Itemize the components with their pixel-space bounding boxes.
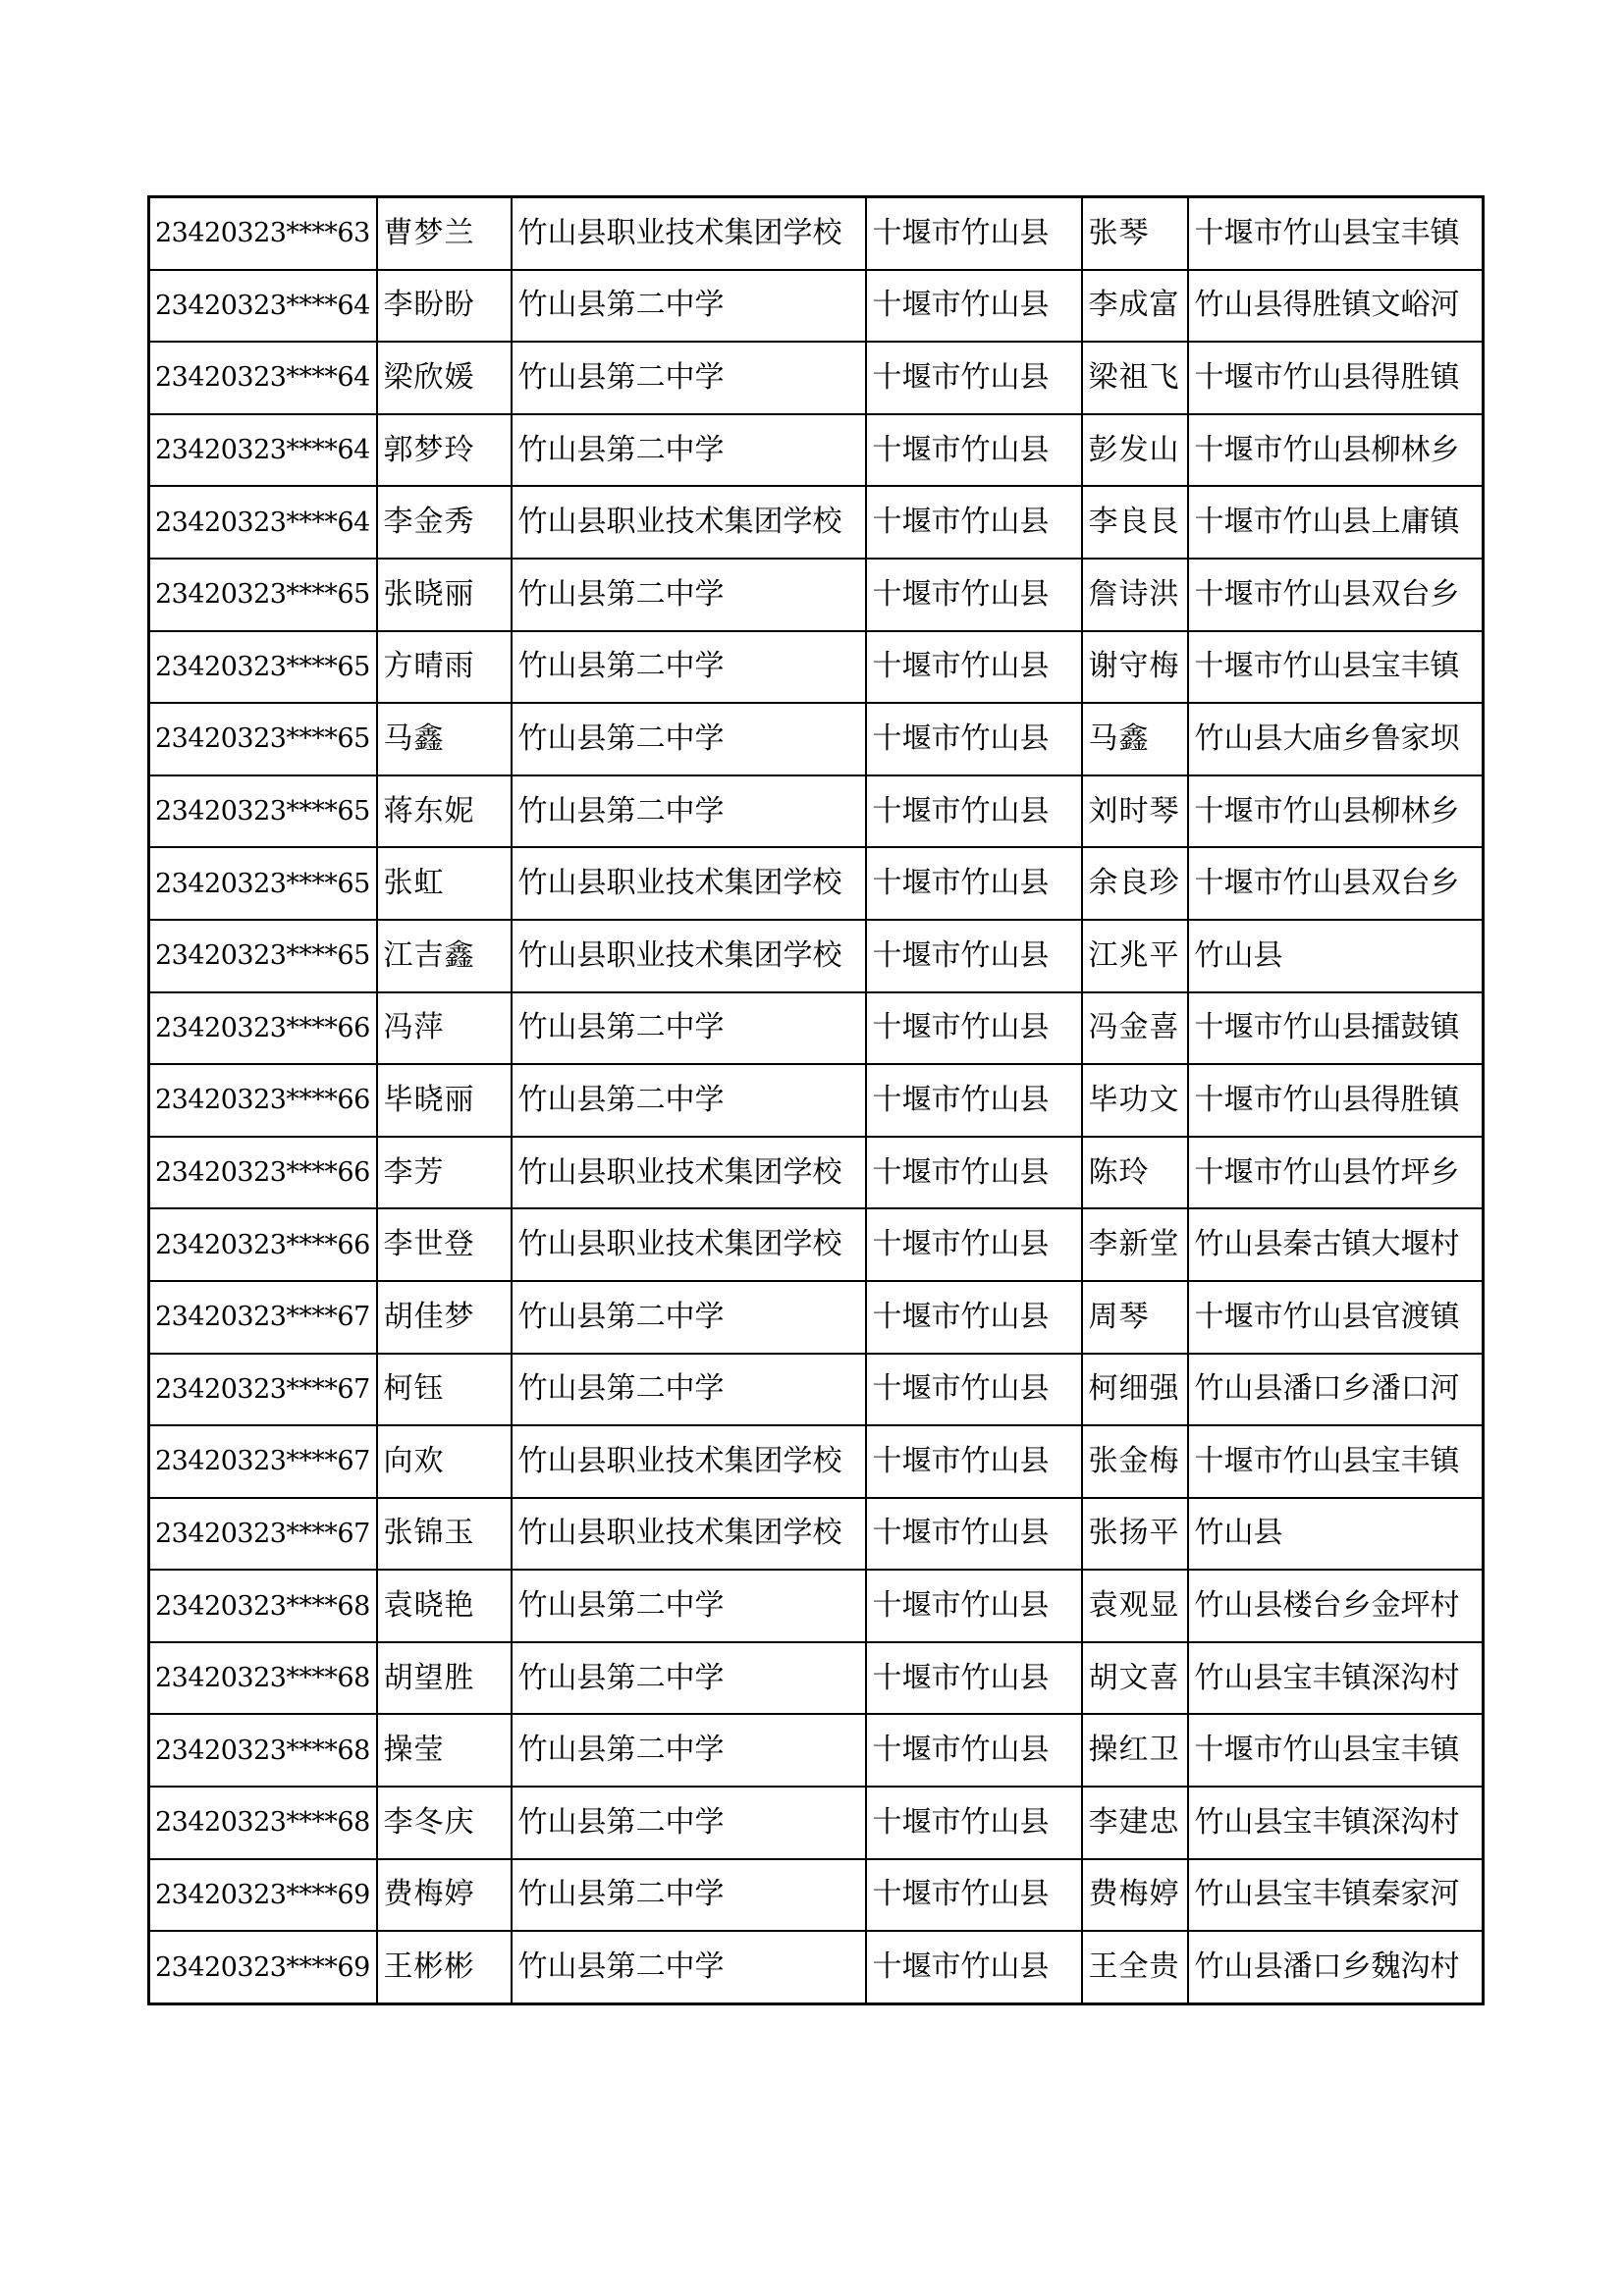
student-name-cell: 蒋东妮	[377, 775, 512, 848]
student-name-cell: 江吉鑫	[377, 920, 512, 992]
table-row	[149, 1281, 1484, 1354]
table-row	[149, 486, 1484, 559]
student-id-cell: 23420323****67	[149, 1498, 377, 1571]
region-cell: 十堰市竹山县	[866, 1642, 1082, 1715]
region-cell: 十堰市竹山县	[866, 703, 1082, 775]
roster-body	[149, 197, 1484, 2004]
school-cell: 竹山县第二中学	[512, 1281, 866, 1354]
table-row	[149, 703, 1484, 775]
table-row	[149, 1425, 1484, 1498]
table-row	[149, 1859, 1484, 1932]
address-cell: 竹山县秦古镇大堰村	[1188, 1208, 1484, 1281]
student-name-cell: 王彬彬	[377, 1931, 512, 2003]
address-cell: 竹山县潘口乡潘口河	[1188, 1354, 1484, 1426]
guardian-name-cell: 王全贵	[1082, 1931, 1188, 2003]
student-id-cell: 23420323****65	[149, 920, 377, 992]
student-id-cell: 23420323****69	[149, 1859, 377, 1932]
address-cell: 竹山县得胜镇文峪河	[1188, 270, 1484, 343]
region-cell: 十堰市竹山县	[866, 920, 1082, 992]
table-row	[149, 559, 1484, 631]
student-name-cell: 李金秀	[377, 486, 512, 559]
school-cell: 竹山县第二中学	[512, 1354, 866, 1426]
address-cell: 竹山县宝丰镇深沟村	[1188, 1787, 1484, 1859]
student-id-cell: 23420323****66	[149, 1064, 377, 1137]
region-cell: 十堰市竹山县	[866, 486, 1082, 559]
table-row	[149, 1208, 1484, 1281]
guardian-name-cell: 马鑫	[1082, 703, 1188, 775]
address-cell: 十堰市竹山县上庸镇	[1188, 486, 1484, 559]
school-cell: 竹山县职业技术集团学校	[512, 486, 866, 559]
school-cell: 竹山县职业技术集团学校	[512, 1425, 866, 1498]
region-cell: 十堰市竹山县	[866, 559, 1082, 631]
student-id-cell: 23420323****65	[149, 775, 377, 848]
school-cell: 竹山县职业技术集团学校	[512, 197, 866, 270]
student-name-cell: 李芳	[377, 1137, 512, 1209]
region-cell: 十堰市竹山县	[866, 342, 1082, 414]
guardian-name-cell: 周琴	[1082, 1281, 1188, 1354]
address-cell: 十堰市竹山县双台乡	[1188, 847, 1484, 920]
region-cell: 十堰市竹山县	[866, 1787, 1082, 1859]
student-id-cell: 23420323****68	[149, 1787, 377, 1859]
table-row	[149, 342, 1484, 414]
address-cell: 十堰市竹山县得胜镇	[1188, 1064, 1484, 1137]
region-cell: 十堰市竹山县	[866, 270, 1082, 343]
student-name-cell: 李冬庆	[377, 1787, 512, 1859]
student-name-cell: 张虹	[377, 847, 512, 920]
address-cell: 竹山县	[1188, 1498, 1484, 1571]
address-cell: 十堰市竹山县柳林乡	[1188, 414, 1484, 487]
student-name-cell: 郭梦玲	[377, 414, 512, 487]
guardian-name-cell: 李新堂	[1082, 1208, 1188, 1281]
guardian-name-cell: 陈玲	[1082, 1137, 1188, 1209]
address-cell: 竹山县潘口乡魏沟村	[1188, 1931, 1484, 2003]
region-cell: 十堰市竹山县	[866, 1425, 1082, 1498]
school-cell: 竹山县职业技术集团学校	[512, 1137, 866, 1209]
guardian-name-cell: 操红卫	[1082, 1714, 1188, 1787]
table-row	[149, 1570, 1484, 1642]
school-cell: 竹山县第二中学	[512, 775, 866, 848]
student-id-cell: 23420323****65	[149, 631, 377, 704]
region-cell: 十堰市竹山县	[866, 1281, 1082, 1354]
table-row	[149, 270, 1484, 343]
student-id-cell: 23420323****64	[149, 270, 377, 343]
region-cell: 十堰市竹山县	[866, 1570, 1082, 1642]
guardian-name-cell: 胡文喜	[1082, 1642, 1188, 1715]
student-id-cell: 23420323****64	[149, 342, 377, 414]
student-name-cell: 张晓丽	[377, 559, 512, 631]
guardian-name-cell: 李良艮	[1082, 486, 1188, 559]
address-cell: 竹山县楼台乡金坪村	[1188, 1570, 1484, 1642]
school-cell: 竹山县第二中学	[512, 992, 866, 1065]
student-id-cell: 23420323****68	[149, 1570, 377, 1642]
region-cell: 十堰市竹山县	[866, 1208, 1082, 1281]
region-cell: 十堰市竹山县	[866, 992, 1082, 1065]
table-row	[149, 847, 1484, 920]
student-name-cell: 胡佳梦	[377, 1281, 512, 1354]
school-cell: 竹山县第二中学	[512, 270, 866, 343]
table-row	[149, 631, 1484, 704]
region-cell: 十堰市竹山县	[866, 197, 1082, 270]
student-id-cell: 23420323****63	[149, 197, 377, 270]
table-row	[149, 1787, 1484, 1859]
student-name-cell: 马鑫	[377, 703, 512, 775]
region-cell: 十堰市竹山县	[866, 414, 1082, 487]
student-name-cell: 毕晓丽	[377, 1064, 512, 1137]
region-cell: 十堰市竹山县	[866, 1064, 1082, 1137]
student-name-cell: 费梅婷	[377, 1859, 512, 1932]
student-name-cell: 冯萍	[377, 992, 512, 1065]
student-id-cell: 23420323****66	[149, 992, 377, 1065]
guardian-name-cell: 詹诗洪	[1082, 559, 1188, 631]
student-name-cell: 梁欣媛	[377, 342, 512, 414]
student-id-cell: 23420323****67	[149, 1425, 377, 1498]
guardian-name-cell: 谢守梅	[1082, 631, 1188, 704]
table-row	[149, 1137, 1484, 1209]
school-cell: 竹山县第二中学	[512, 1787, 866, 1859]
student-name-cell: 袁晓艳	[377, 1570, 512, 1642]
student-id-cell: 23420323****66	[149, 1208, 377, 1281]
address-cell: 十堰市竹山县宝丰镇	[1188, 197, 1484, 270]
student-id-cell: 23420323****67	[149, 1281, 377, 1354]
student-name-cell: 李世登	[377, 1208, 512, 1281]
student-name-cell: 曹梦兰	[377, 197, 512, 270]
student-id-cell: 23420323****67	[149, 1354, 377, 1426]
student-name-cell: 李盼盼	[377, 270, 512, 343]
school-cell: 竹山县职业技术集团学校	[512, 847, 866, 920]
school-cell: 竹山县第二中学	[512, 631, 866, 704]
table-row	[149, 414, 1484, 487]
region-cell: 十堰市竹山县	[866, 775, 1082, 848]
table-row	[149, 1064, 1484, 1137]
table-row	[149, 1354, 1484, 1426]
address-cell: 十堰市竹山县竹坪乡	[1188, 1137, 1484, 1209]
address-cell: 十堰市竹山县得胜镇	[1188, 342, 1484, 414]
table-row	[149, 992, 1484, 1065]
school-cell: 竹山县第二中学	[512, 1064, 866, 1137]
region-cell: 十堰市竹山县	[866, 1498, 1082, 1571]
roster-table	[147, 195, 1485, 2005]
student-name-cell: 胡望胜	[377, 1642, 512, 1715]
address-cell: 十堰市竹山县宝丰镇	[1188, 1425, 1484, 1498]
guardian-name-cell: 刘时琴	[1082, 775, 1188, 848]
table-row	[149, 920, 1484, 992]
student-id-cell: 23420323****69	[149, 1931, 377, 2003]
school-cell: 竹山县第二中学	[512, 703, 866, 775]
region-cell: 十堰市竹山县	[866, 847, 1082, 920]
guardian-name-cell: 袁观显	[1082, 1570, 1188, 1642]
address-cell: 十堰市竹山县擂鼓镇	[1188, 992, 1484, 1065]
region-cell: 十堰市竹山县	[866, 631, 1082, 704]
guardian-name-cell: 彭发山	[1082, 414, 1188, 487]
guardian-name-cell: 费梅婷	[1082, 1859, 1188, 1932]
region-cell: 十堰市竹山县	[866, 1859, 1082, 1932]
student-name-cell: 向欢	[377, 1425, 512, 1498]
student-id-cell: 23420323****65	[149, 559, 377, 631]
region-cell: 十堰市竹山县	[866, 1714, 1082, 1787]
table-row	[149, 775, 1484, 848]
school-cell: 竹山县第二中学	[512, 1859, 866, 1932]
student-id-cell: 23420323****65	[149, 703, 377, 775]
address-cell: 竹山县	[1188, 920, 1484, 992]
student-id-cell: 23420323****66	[149, 1137, 377, 1209]
student-name-cell: 操莹	[377, 1714, 512, 1787]
address-cell: 十堰市竹山县双台乡	[1188, 559, 1484, 631]
school-cell: 竹山县职业技术集团学校	[512, 920, 866, 992]
guardian-name-cell: 张扬平	[1082, 1498, 1188, 1571]
address-cell: 十堰市竹山县宝丰镇	[1188, 631, 1484, 704]
school-cell: 竹山县第二中学	[512, 414, 866, 487]
table-row	[149, 1931, 1484, 2003]
table-row	[149, 1498, 1484, 1571]
school-cell: 竹山县第二中学	[512, 559, 866, 631]
guardian-name-cell: 李建忠	[1082, 1787, 1188, 1859]
guardian-name-cell: 张金梅	[1082, 1425, 1188, 1498]
table-row	[149, 1642, 1484, 1715]
table-row	[149, 197, 1484, 270]
address-cell: 十堰市竹山县柳林乡	[1188, 775, 1484, 848]
guardian-name-cell: 李成富	[1082, 270, 1188, 343]
student-id-cell: 23420323****64	[149, 414, 377, 487]
student-id-cell: 23420323****64	[149, 486, 377, 559]
student-name-cell: 柯钰	[377, 1354, 512, 1426]
school-cell: 竹山县职业技术集团学校	[512, 1208, 866, 1281]
guardian-name-cell: 梁祖飞	[1082, 342, 1188, 414]
school-cell: 竹山县第二中学	[512, 1931, 866, 2003]
region-cell: 十堰市竹山县	[866, 1354, 1082, 1426]
student-name-cell: 方晴雨	[377, 631, 512, 704]
address-cell: 十堰市竹山县官渡镇	[1188, 1281, 1484, 1354]
school-cell: 竹山县第二中学	[512, 1570, 866, 1642]
guardian-name-cell: 冯金喜	[1082, 992, 1188, 1065]
region-cell: 十堰市竹山县	[866, 1137, 1082, 1209]
address-cell: 竹山县大庙乡鲁家坝	[1188, 703, 1484, 775]
school-cell: 竹山县第二中学	[512, 342, 866, 414]
student-id-cell: 23420323****68	[149, 1642, 377, 1715]
student-name-cell: 张锦玉	[377, 1498, 512, 1571]
address-cell: 竹山县宝丰镇秦家河	[1188, 1859, 1484, 1932]
guardian-name-cell: 江兆平	[1082, 920, 1188, 992]
region-cell: 十堰市竹山县	[866, 1931, 1082, 2003]
table-row	[149, 1714, 1484, 1787]
school-cell: 竹山县第二中学	[512, 1642, 866, 1715]
address-cell: 竹山县宝丰镇深沟村	[1188, 1642, 1484, 1715]
address-cell: 十堰市竹山县宝丰镇	[1188, 1714, 1484, 1787]
guardian-name-cell: 毕功文	[1082, 1064, 1188, 1137]
guardian-name-cell: 张琴	[1082, 197, 1188, 270]
student-id-cell: 23420323****65	[149, 847, 377, 920]
school-cell: 竹山县第二中学	[512, 1714, 866, 1787]
guardian-name-cell: 余良珍	[1082, 847, 1188, 920]
guardian-name-cell: 柯细强	[1082, 1354, 1188, 1426]
school-cell: 竹山县职业技术集团学校	[512, 1498, 866, 1571]
student-id-cell: 23420323****68	[149, 1714, 377, 1787]
